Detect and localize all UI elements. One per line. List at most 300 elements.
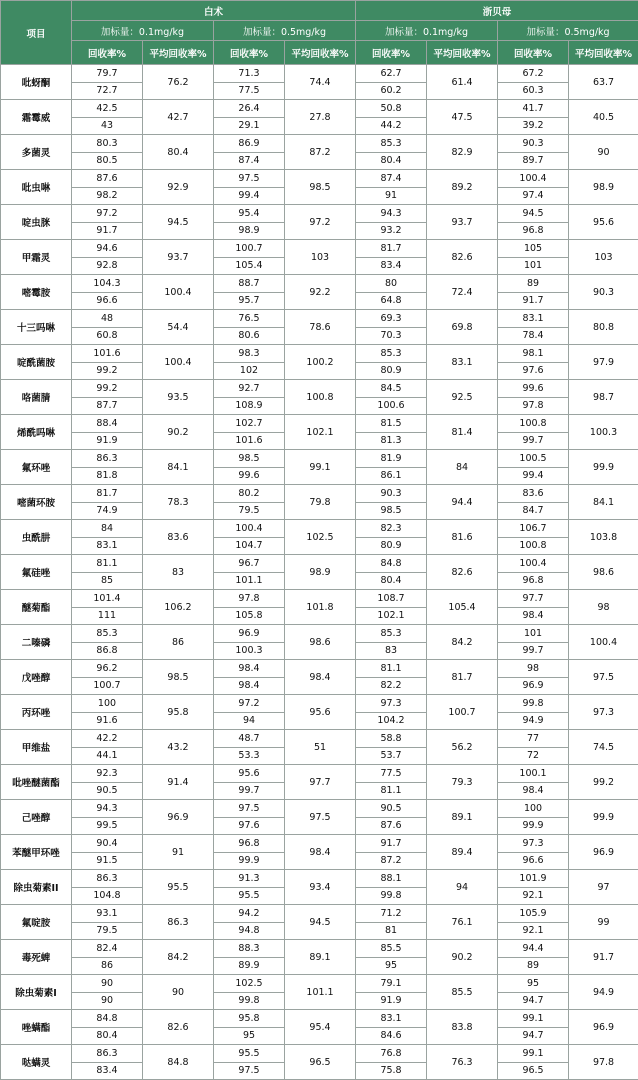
avg-recovery-value: 42.7 (143, 100, 214, 135)
recovery-value: 99.2 (72, 380, 143, 398)
recovery-value: 104.7 (214, 537, 285, 555)
recovery-value: 71.3 (214, 65, 285, 83)
recovery-value: 76.5 (214, 310, 285, 328)
recovery-value: 99.5 (72, 817, 143, 835)
recovery-value: 99.8 (356, 887, 427, 905)
recovery-value: 79.7 (72, 65, 143, 83)
recovery-value: 94.2 (214, 905, 285, 923)
header-avg-recovery: 平均回收率% (143, 41, 214, 65)
recovery-value: 81.1 (356, 782, 427, 800)
avg-recovery-value: 100.3 (569, 415, 638, 450)
recovery-value: 70.3 (356, 327, 427, 345)
recovery-value: 99.8 (214, 992, 285, 1010)
recovery-value: 84.7 (498, 502, 569, 520)
recovery-value: 96.8 (498, 572, 569, 590)
compound-name: 咯菌腈 (1, 380, 72, 415)
avg-recovery-value: 100.2 (285, 345, 356, 380)
table-row (1, 660, 638, 678)
compound-name: 霜霉威 (1, 100, 72, 135)
avg-recovery-value: 100.4 (569, 625, 638, 660)
recovery-value: 98.1 (498, 345, 569, 363)
avg-recovery-value: 98.4 (285, 835, 356, 870)
recovery-value: 80 (356, 275, 427, 293)
recovery-value: 58.8 (356, 730, 427, 748)
recovery-value: 91.5 (72, 852, 143, 870)
table-row (1, 345, 638, 363)
recovery-value: 105 (498, 240, 569, 258)
avg-recovery-value: 105.4 (427, 590, 498, 625)
recovery-value: 96.5 (498, 1062, 569, 1080)
recovery-value: 105.9 (498, 905, 569, 923)
avg-recovery-value: 91.4 (143, 765, 214, 800)
avg-recovery-value: 94.4 (427, 485, 498, 520)
recovery-value: 100.4 (214, 520, 285, 538)
recovery-value: 85.3 (356, 345, 427, 363)
recovery-value: 74.9 (72, 502, 143, 520)
recovery-value: 41.7 (498, 100, 569, 118)
recovery-value: 78.4 (498, 327, 569, 345)
avg-recovery-value: 76.3 (427, 1045, 498, 1080)
recovery-value: 86.3 (72, 1045, 143, 1063)
compound-name: 毒死蜱 (1, 940, 72, 975)
avg-recovery-value: 96.9 (569, 1010, 638, 1045)
recovery-value: 87.6 (356, 817, 427, 835)
recovery-value: 91.7 (72, 222, 143, 240)
recovery-value: 42.5 (72, 100, 143, 118)
recovery-value: 96.8 (214, 835, 285, 853)
avg-recovery-value: 99 (569, 905, 638, 940)
recovery-value: 93.2 (356, 222, 427, 240)
avg-recovery-value: 100.8 (285, 380, 356, 415)
avg-recovery-value: 78.3 (143, 485, 214, 520)
table-row (1, 800, 638, 818)
avg-recovery-value: 82.9 (427, 135, 498, 170)
recovery-value: 85.5 (356, 940, 427, 958)
recovery-value: 98.4 (214, 677, 285, 695)
compound-name: 嘧霉胺 (1, 275, 72, 310)
avg-recovery-value: 100.7 (427, 695, 498, 730)
header-zhebeimu-dose-low: 加标量：0.1mg/kg (356, 21, 498, 41)
avg-recovery-value: 83.6 (143, 520, 214, 555)
header-recovery: 回收率% (214, 41, 285, 65)
avg-recovery-value: 97 (569, 870, 638, 905)
recovery-value: 81.8 (72, 467, 143, 485)
compound-name: 甲霜灵 (1, 240, 72, 275)
compound-name: 醚菊酯 (1, 590, 72, 625)
recovery-value: 53.7 (356, 747, 427, 765)
avg-recovery-value: 83.8 (427, 1010, 498, 1045)
avg-recovery-value: 74.5 (569, 730, 638, 765)
avg-recovery-value: 61.4 (427, 65, 498, 100)
recovery-value: 99.1 (498, 1045, 569, 1063)
avg-recovery-value: 94 (427, 870, 498, 905)
header-recovery: 回收率% (498, 41, 569, 65)
avg-recovery-value: 98.9 (569, 170, 638, 205)
compound-name: 二嗪磷 (1, 625, 72, 660)
avg-recovery-value: 97.2 (285, 205, 356, 240)
header-baizhu-dose-high: 加标量：0.5mg/kg (214, 21, 356, 41)
recovery-value: 96.8 (498, 222, 569, 240)
avg-recovery-value: 84.2 (143, 940, 214, 975)
recovery-value: 97.8 (498, 397, 569, 415)
recovery-value: 91.7 (356, 835, 427, 853)
avg-recovery-value: 84.1 (569, 485, 638, 520)
recovery-value: 94 (214, 712, 285, 730)
recovery-value: 80.4 (356, 572, 427, 590)
recovery-value: 88.1 (356, 870, 427, 888)
recovery-value: 67.2 (498, 65, 569, 83)
compound-name: 氟啶胺 (1, 905, 72, 940)
avg-recovery-value: 74.4 (285, 65, 356, 100)
avg-recovery-value: 90.2 (143, 415, 214, 450)
header-zhebeimu: 浙贝母 (356, 1, 638, 21)
avg-recovery-value: 106.2 (143, 590, 214, 625)
recovery-value: 72.7 (72, 82, 143, 100)
avg-recovery-value: 69.8 (427, 310, 498, 345)
recovery-value: 97.2 (214, 695, 285, 713)
recovery-value: 91.7 (498, 292, 569, 310)
header-item: 项目 (1, 1, 72, 65)
table-row (1, 100, 638, 118)
recovery-value: 85.3 (356, 625, 427, 643)
recovery-value: 94.3 (72, 800, 143, 818)
recovery-value: 62.7 (356, 65, 427, 83)
recovery-value: 97.6 (498, 362, 569, 380)
compound-name: 啶虫脒 (1, 205, 72, 240)
avg-recovery-value: 89.4 (427, 835, 498, 870)
recovery-value: 83.1 (356, 1010, 427, 1028)
recovery-value: 100.4 (498, 170, 569, 188)
recovery-value: 93.1 (72, 905, 143, 923)
table-row (1, 205, 638, 223)
recovery-value: 99.7 (214, 782, 285, 800)
recovery-value: 100.8 (498, 537, 569, 555)
recovery-value: 95.6 (214, 765, 285, 783)
recovery-value: 81.1 (72, 555, 143, 573)
avg-recovery-value: 90 (569, 135, 638, 170)
avg-recovery-value: 63.7 (569, 65, 638, 100)
table-row (1, 65, 638, 83)
recovery-value: 100.5 (498, 450, 569, 468)
avg-recovery-value: 89.2 (427, 170, 498, 205)
recovery-value: 60.8 (72, 327, 143, 345)
recovery-value: 81.1 (356, 660, 427, 678)
table-row (1, 590, 638, 608)
recovery-value: 97.5 (214, 800, 285, 818)
recovery-value: 91.9 (72, 432, 143, 450)
recovery-value: 94.7 (498, 1027, 569, 1045)
compound-name: 除虫菊素II (1, 870, 72, 905)
recovery-value: 100.3 (214, 642, 285, 660)
table-row (1, 240, 638, 258)
recovery-value: 77 (498, 730, 569, 748)
avg-recovery-value: 98.7 (569, 380, 638, 415)
recovery-value: 99.7 (498, 432, 569, 450)
recovery-value: 104.3 (72, 275, 143, 293)
recovery-value: 96.9 (498, 677, 569, 695)
recovery-value: 29.1 (214, 117, 285, 135)
recovery-value: 80.4 (72, 1027, 143, 1045)
recovery-value: 95 (498, 975, 569, 993)
recovery-value: 95.8 (214, 1010, 285, 1028)
recovery-value: 89 (498, 957, 569, 975)
recovery-value: 99.6 (498, 380, 569, 398)
avg-recovery-value: 76.1 (427, 905, 498, 940)
compound-name: 哒螨灵 (1, 1045, 72, 1080)
avg-recovery-value: 101.1 (285, 975, 356, 1010)
recovery-value: 97.5 (214, 1062, 285, 1080)
recovery-value: 72 (498, 747, 569, 765)
recovery-value: 108.9 (214, 397, 285, 415)
recovery-value: 89.7 (498, 152, 569, 170)
table-row (1, 520, 638, 538)
recovery-value: 44.2 (356, 117, 427, 135)
recovery-value: 88.4 (72, 415, 143, 433)
compound-name: 己唑醇 (1, 800, 72, 835)
compound-name: 丙环唑 (1, 695, 72, 730)
recovery-value: 95.5 (214, 887, 285, 905)
avg-recovery-value: 72.4 (427, 275, 498, 310)
avg-recovery-value: 81.7 (427, 660, 498, 695)
avg-recovery-value: 99.2 (569, 765, 638, 800)
avg-recovery-value: 93.4 (285, 870, 356, 905)
avg-recovery-value: 51 (285, 730, 356, 765)
recovery-value: 97.4 (498, 187, 569, 205)
recovery-value: 101.9 (498, 870, 569, 888)
table-header (1, 1, 638, 65)
recovery-value: 94.9 (498, 712, 569, 730)
table-row (1, 310, 638, 328)
avg-recovery-value: 92.2 (285, 275, 356, 310)
avg-recovery-value: 98.5 (285, 170, 356, 205)
recovery-value: 87.6 (72, 170, 143, 188)
table-body (1, 65, 638, 1080)
table-row (1, 1045, 638, 1063)
avg-recovery-value: 95.8 (143, 695, 214, 730)
recovery-value: 85.3 (356, 135, 427, 153)
recovery-value: 90.3 (498, 135, 569, 153)
recovery-value: 90 (72, 992, 143, 1010)
avg-recovery-value: 81.4 (427, 415, 498, 450)
recovery-value: 85 (72, 572, 143, 590)
avg-recovery-value: 98.4 (285, 660, 356, 695)
recovery-value: 84.5 (356, 380, 427, 398)
table-row (1, 695, 638, 713)
table-row (1, 170, 638, 188)
recovery-value: 76.8 (356, 1045, 427, 1063)
avg-recovery-value: 27.8 (285, 100, 356, 135)
header-recovery: 回收率% (356, 41, 427, 65)
recovery-value: 95 (356, 957, 427, 975)
recovery-value: 91.6 (72, 712, 143, 730)
recovery-value: 100.4 (498, 555, 569, 573)
compound-name: 甲维盐 (1, 730, 72, 765)
avg-recovery-value: 80.8 (569, 310, 638, 345)
avg-recovery-value: 99.1 (285, 450, 356, 485)
header-baizhu-dose-low: 加标量：0.1mg/kg (72, 21, 214, 41)
recovery-value: 99.4 (498, 467, 569, 485)
avg-recovery-value: 97.3 (569, 695, 638, 730)
compound-name: 烯酰吗啉 (1, 415, 72, 450)
compound-name: 十三吗啉 (1, 310, 72, 345)
recovery-value: 81.7 (356, 240, 427, 258)
recovery-value: 99.9 (214, 852, 285, 870)
avg-recovery-value: 82.6 (427, 555, 498, 590)
compound-name: 除虫菊素I (1, 975, 72, 1010)
compound-name: 吡唑醚菌酯 (1, 765, 72, 800)
recovery-value: 95 (214, 1027, 285, 1045)
recovery-value: 50.8 (356, 100, 427, 118)
recovery-value: 80.2 (214, 485, 285, 503)
recovery-value: 90.5 (72, 782, 143, 800)
avg-recovery-value: 100.4 (143, 275, 214, 310)
recovery-value: 86 (72, 957, 143, 975)
avg-recovery-value: 93.5 (143, 380, 214, 415)
compound-name: 嘧菌环胺 (1, 485, 72, 520)
recovery-value: 82.3 (356, 520, 427, 538)
avg-recovery-value: 86.3 (143, 905, 214, 940)
avg-recovery-value: 102.5 (285, 520, 356, 555)
recovery-value: 101 (498, 625, 569, 643)
recovery-value: 83 (356, 642, 427, 660)
recovery-value: 80.3 (72, 135, 143, 153)
recovery-value: 101 (498, 257, 569, 275)
avg-recovery-value: 89.1 (285, 940, 356, 975)
recovery-value: 94.4 (498, 940, 569, 958)
recovery-value: 92.8 (72, 257, 143, 275)
recovery-value: 26.4 (214, 100, 285, 118)
recovery-value: 102.5 (214, 975, 285, 993)
recovery-value: 97.3 (498, 835, 569, 853)
avg-recovery-value: 86 (143, 625, 214, 660)
table-row (1, 870, 638, 888)
avg-recovery-value: 94.9 (569, 975, 638, 1010)
recovery-value: 102 (214, 362, 285, 380)
recovery-value: 81.9 (356, 450, 427, 468)
recovery-value: 60.2 (356, 82, 427, 100)
avg-recovery-value: 84.2 (427, 625, 498, 660)
avg-recovery-value: 92.9 (143, 170, 214, 205)
recovery-value: 87.2 (356, 852, 427, 870)
recovery-value: 100.7 (72, 677, 143, 695)
avg-recovery-value: 98.9 (285, 555, 356, 590)
header-avg-recovery: 平均回收率% (427, 41, 498, 65)
recovery-value: 98.9 (214, 222, 285, 240)
recovery-value: 98.4 (214, 660, 285, 678)
recovery-value: 94.8 (214, 922, 285, 940)
recovery-value: 105.4 (214, 257, 285, 275)
recovery-value: 95.4 (214, 205, 285, 223)
avg-recovery-value: 97.7 (285, 765, 356, 800)
avg-recovery-value: 96.5 (285, 1045, 356, 1080)
avg-recovery-value: 89.1 (427, 800, 498, 835)
recovery-value: 71.2 (356, 905, 427, 923)
avg-recovery-value: 79.8 (285, 485, 356, 520)
table-row (1, 765, 638, 783)
table-row (1, 1010, 638, 1028)
recovery-value: 95.7 (214, 292, 285, 310)
recovery-value: 53.3 (214, 747, 285, 765)
recovery-value: 100.1 (498, 765, 569, 783)
avg-recovery-value: 98.6 (285, 625, 356, 660)
recovery-value: 86.3 (72, 450, 143, 468)
recovery-value: 44.1 (72, 747, 143, 765)
recovery-value: 84 (72, 520, 143, 538)
recovery-value: 100 (498, 800, 569, 818)
recovery-value: 80.6 (214, 327, 285, 345)
recovery-value: 98.5 (214, 450, 285, 468)
recovery-value: 92.1 (498, 887, 569, 905)
recovery-value: 101.4 (72, 590, 143, 608)
compound-name: 吡虫啉 (1, 170, 72, 205)
avg-recovery-value: 76.2 (143, 65, 214, 100)
recovery-value: 100 (72, 695, 143, 713)
avg-recovery-value: 84.8 (143, 1045, 214, 1080)
recovery-value: 77.5 (356, 765, 427, 783)
avg-recovery-value: 47.5 (427, 100, 498, 135)
avg-recovery-value: 95.5 (143, 870, 214, 905)
table-row (1, 730, 638, 748)
avg-recovery-value: 97.9 (569, 345, 638, 380)
compound-name: 虫酰肼 (1, 520, 72, 555)
compound-name: 啶酰菌胺 (1, 345, 72, 380)
table-row (1, 485, 638, 503)
avg-recovery-value: 101.8 (285, 590, 356, 625)
avg-recovery-value: 78.6 (285, 310, 356, 345)
recovery-value: 87.4 (214, 152, 285, 170)
avg-recovery-value: 96.9 (569, 835, 638, 870)
recovery-value: 96.6 (72, 292, 143, 310)
header-zhebeimu-dose-high: 加标量：0.5mg/kg (498, 21, 638, 41)
compound-name: 氟硅唑 (1, 555, 72, 590)
recovery-value: 98 (498, 660, 569, 678)
recovery-value: 87.7 (72, 397, 143, 415)
recovery-value: 96.9 (214, 625, 285, 643)
recovery-value: 84.6 (356, 1027, 427, 1045)
avg-recovery-value: 91.7 (569, 940, 638, 975)
avg-recovery-value: 98.5 (143, 660, 214, 695)
avg-recovery-value: 97.8 (569, 1045, 638, 1080)
recovery-value: 75.8 (356, 1062, 427, 1080)
table-row (1, 905, 638, 923)
avg-recovery-value: 83.1 (427, 345, 498, 380)
recovery-value: 80.9 (356, 537, 427, 555)
avg-recovery-value: 100.4 (143, 345, 214, 380)
recovery-value: 81.5 (356, 415, 427, 433)
recovery-value: 86.3 (72, 870, 143, 888)
recovery-value: 94.6 (72, 240, 143, 258)
table-row (1, 835, 638, 853)
recovery-value: 77.5 (214, 82, 285, 100)
avg-recovery-value: 40.5 (569, 100, 638, 135)
recovery-value: 80.5 (72, 152, 143, 170)
avg-recovery-value: 92.5 (427, 380, 498, 415)
recovery-value: 86.9 (214, 135, 285, 153)
avg-recovery-value: 84 (427, 450, 498, 485)
recovery-value: 86.1 (356, 467, 427, 485)
table-row (1, 415, 638, 433)
avg-recovery-value: 85.5 (427, 975, 498, 1010)
compound-name: 氟环唑 (1, 450, 72, 485)
recovery-value: 101.6 (72, 345, 143, 363)
recovery-value: 60.3 (498, 82, 569, 100)
recovery-value: 98.5 (356, 502, 427, 520)
table-row (1, 275, 638, 293)
avg-recovery-value: 87.2 (285, 135, 356, 170)
recovery-value: 79.5 (214, 502, 285, 520)
avg-recovery-value: 91 (143, 835, 214, 870)
header-recovery: 回收率% (72, 41, 143, 65)
